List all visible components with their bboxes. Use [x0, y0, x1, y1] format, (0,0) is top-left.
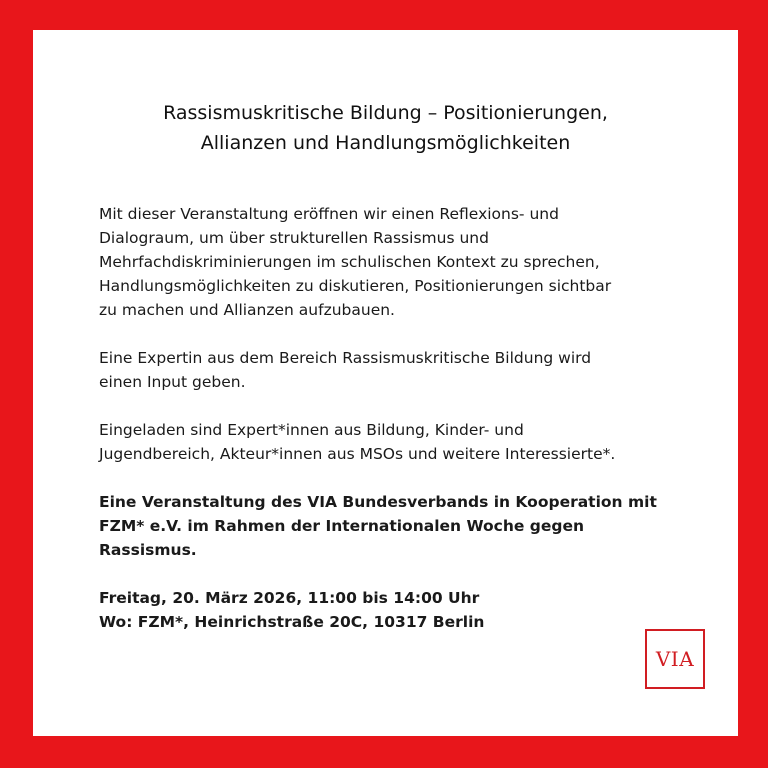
event-date: Freitag, 20. März 2026, 11:00 bis 14:00 Uhr — [99, 589, 480, 607]
announcement-card — [33, 30, 738, 736]
event-location: Wo: FZM*, Heinrichstraße 20C, 10317 Berlin — [99, 613, 485, 631]
text-line: einen Input geben. — [99, 373, 246, 391]
title-line-1: Rassismuskritische Bildung – Positionierungen, — [163, 102, 608, 124]
text-line: Rassismus. — [99, 541, 197, 559]
text-line: Eingeladen sind Expert*innen aus Bildung, Kinder- und — [99, 421, 524, 439]
page-title — [33, 98, 738, 158]
via-logo: VIA — [645, 629, 705, 689]
event-details — [99, 586, 709, 634]
text-line: Jugendbereich, Akteur*innen aus MSOs und weitere Interessierte*. — [99, 445, 616, 463]
title-line-2: Allianzen und Handlungsmöglichkeiten — [200, 132, 571, 154]
text-line: Eine Veranstaltung des VIA Bundesverbands in Kooperation mit — [99, 493, 657, 511]
text-line: Mit dieser Veranstaltung eröffnen wir einen Reflexions- und — [99, 205, 559, 223]
text-line: Eine Expertin aus dem Bereich Rassismuskritische Bildung wird — [99, 349, 592, 367]
paragraph-intro — [99, 202, 709, 322]
text-line: Handlungsmöglichkeiten zu diskutieren, Positionierungen sichtbar — [99, 277, 612, 295]
text-line: zu machen und Allianzen aufzubauen. — [99, 301, 395, 319]
event-description — [99, 202, 709, 658]
paragraph-organizer — [99, 490, 709, 562]
paragraph-expert — [99, 346, 709, 394]
text-line: Dialograum, um über strukturellen Rassismus und — [99, 229, 489, 247]
paragraph-invited — [99, 418, 709, 466]
text-line: FZM* e.V. im Rahmen der Internationalen Woche gegen — [99, 517, 585, 535]
text-line: Mehrfachdiskriminierungen im schulischen Kontext zu sprechen, — [99, 253, 600, 271]
